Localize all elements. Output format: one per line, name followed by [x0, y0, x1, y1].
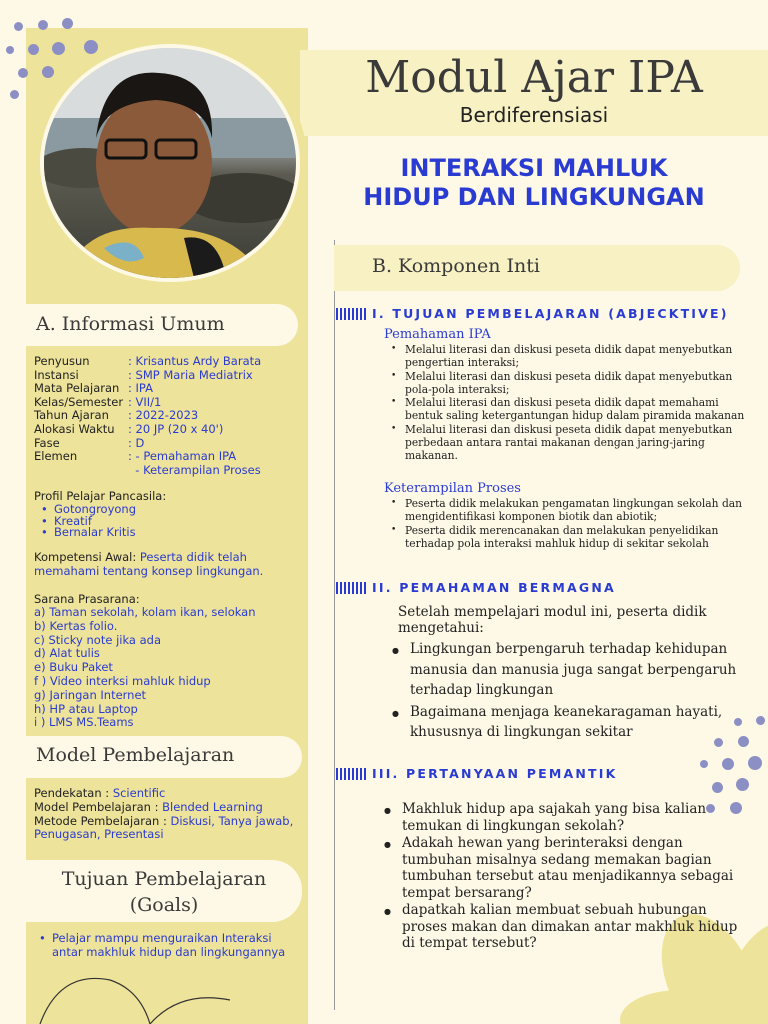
info-heading: A. Informasi Umum — [36, 313, 225, 335]
pendekatan-label: Pendekatan : — [34, 786, 113, 800]
list-item: g) Jaringan Internet — [34, 687, 147, 702]
goals-heading-line-2: (Goals) — [129, 894, 199, 916]
bermakna-list — [410, 639, 740, 743]
info-row: Penyusun : Krisantus Ardy Barata — [34, 354, 262, 368]
pendekatan-value: Scientific — [112, 786, 166, 800]
model-heading: Model Pembelajaran — [36, 744, 235, 766]
model-details — [34, 787, 296, 842]
info-row: Instansi : SMP Maria Mediatrix — [34, 367, 253, 382]
pemahaman-label: Pemahaman IPA — [384, 327, 491, 342]
topic-line-1: INTERAKSI MAHLUK — [400, 154, 668, 182]
list-item: ● Lingkungan berpengaruh terhadap kehidupan manusia dan manusia juga sangat berpengaruh terhadap lingkungan — [410, 639, 740, 701]
page-title: Modul Ajar IPA — [365, 52, 703, 103]
grid-icon — [336, 768, 366, 780]
kompetensi-awal — [34, 551, 294, 579]
kompetensi-value: Peserta didik telah memahami tentang konsep lingkungan. — [34, 550, 264, 578]
sarana-label: Sarana Prasarana: — [34, 592, 140, 606]
pemahaman-list — [405, 343, 747, 463]
list-item: • Peserta didik melakukan pengamatan lingkungan sekolah dan mengidentifikasi komponen biotik dan abiotik; — [405, 497, 747, 524]
bermakna-intro: Setelah mempelajari modul ini, peserta didik mengetahui: — [398, 604, 707, 636]
list-item: • Kreatif — [54, 516, 136, 528]
info-row: Kelas/Semester : VII/1 — [34, 394, 162, 409]
model-label: Model Pembelajaran : — [34, 799, 163, 814]
list-item: e) Buku Paket — [34, 660, 113, 675]
page-subtitle: Berdiferensiasi — [459, 103, 609, 127]
info-row: Alokasi Waktu : 20 JP (20 x 40') — [34, 421, 224, 436]
info-row: Mata Pelajaran : IPA — [34, 381, 153, 396]
list-item: ● Bagaimana menjaga keanekaragaman hayati, khususnya di lingkungan sekitar — [410, 702, 740, 743]
pemantik-list — [402, 801, 742, 952]
list-item: c) Sticky note jika ada — [34, 632, 162, 647]
list-item: • Melalui literasi dan diskusi peseta didik dapat memahami bentuk saling ketergantungan hidup dalam piramida makanan — [405, 396, 747, 423]
author-photo — [40, 44, 300, 282]
leaf-decoration-left — [30, 960, 260, 1024]
grid-icon — [336, 582, 366, 594]
info-row: Tahun Ajaran : 2022-2023 — [34, 408, 199, 423]
topic-line-2: HIDUP DAN LINGKUNGAN — [363, 183, 705, 211]
keterampilan-label: Keterampilan Proses — [384, 481, 521, 496]
list-item: d) Alat tulis — [34, 646, 100, 661]
info-table — [34, 355, 300, 477]
column-divider — [334, 240, 335, 1010]
model-value: Blended Learning — [162, 799, 263, 814]
list-item: • Melalui literasi dan diskusi peseta didik dapat menyebutkan perbedaan antara rantai makanan dengan jaring-jaring makanan. — [405, 423, 747, 463]
bermakna-heading: II. PEMAHAMAN BERMAGNA — [372, 580, 616, 595]
info-row: Fase : D — [34, 435, 145, 450]
goals-heading-line-1: Tujuan Pembelajaran — [61, 868, 267, 890]
list-item: h) HP atau Laptop — [34, 701, 138, 716]
list-item: • Peserta didik merencanakan dan melakukan penyelidikan terhadap pola interaksi mahluk hidup di sekitar sekolah — [405, 524, 747, 551]
list-item: b) Kertas folio. — [34, 618, 118, 633]
profil-list — [54, 504, 136, 539]
list-item: ● Makhluk hidup apa sajakah yang bisa kalian temukan di lingkungan sekolah? — [402, 801, 742, 834]
list-item: • Melalui literasi dan diskusi peseta didik dapat menyebutkan pengertian interaksi; — [405, 343, 747, 370]
info-row: - Keterampilan Proses — [128, 462, 261, 477]
goals-heading — [26, 866, 302, 918]
list-item: i ) LMS MS.Teams — [34, 715, 134, 730]
list-item: • Bernalar Kritis — [54, 527, 136, 539]
keterampilan-list — [405, 497, 747, 550]
goals-list — [52, 932, 292, 960]
komponen-heading: B. Komponen Inti — [372, 255, 540, 277]
list-item: • Gotongroyong — [54, 504, 136, 516]
list-item: f ) Video interksi mahluk hidup — [34, 673, 211, 688]
list-item: a) Taman sekolah, kolam ikan, selokan — [34, 605, 256, 619]
grid-icon — [336, 308, 366, 320]
pemantik-heading: III. PERTANYAAN PEMANTIK — [372, 766, 618, 781]
list-item: ● Adakah hewan yang berinteraksi dengan tumbuhan misalnya sedang memakan bagian tumbuhan tersebut atau menjadikannya sebagai tempat bersarang? — [402, 835, 742, 901]
sarana-list — [34, 606, 256, 730]
list-item: • Pelajar mampu menguraikan Interaksi antar makhluk hidup dan lingkungannya — [52, 932, 292, 960]
list-item: ● dapatkah kalian membuat sebuah hubungan proses makan dan dimakan antar makhluk hidup di tempat tersebut? — [402, 902, 742, 952]
list-item: • Melalui literasi dan diskusi peseta didik dapat menyebutkan pola-pola interaksi; — [405, 370, 747, 397]
metode-value: Diskusi, Tanya jawab, Penugasan, Presentasi — [34, 813, 294, 842]
topic-title — [300, 154, 768, 212]
metode-label: Metode Pembelajaran : — [34, 813, 171, 828]
profil-label: Profil Pelajar Pancasila: — [34, 489, 167, 503]
kompetensi-label: Kompetensi Awal: — [34, 550, 140, 564]
tujuan-heading: I. TUJUAN PEMBELAJARAN (ABJECKTIVE) — [372, 306, 729, 321]
info-row: Elemen : - Pemahaman IPA — [34, 449, 237, 464]
